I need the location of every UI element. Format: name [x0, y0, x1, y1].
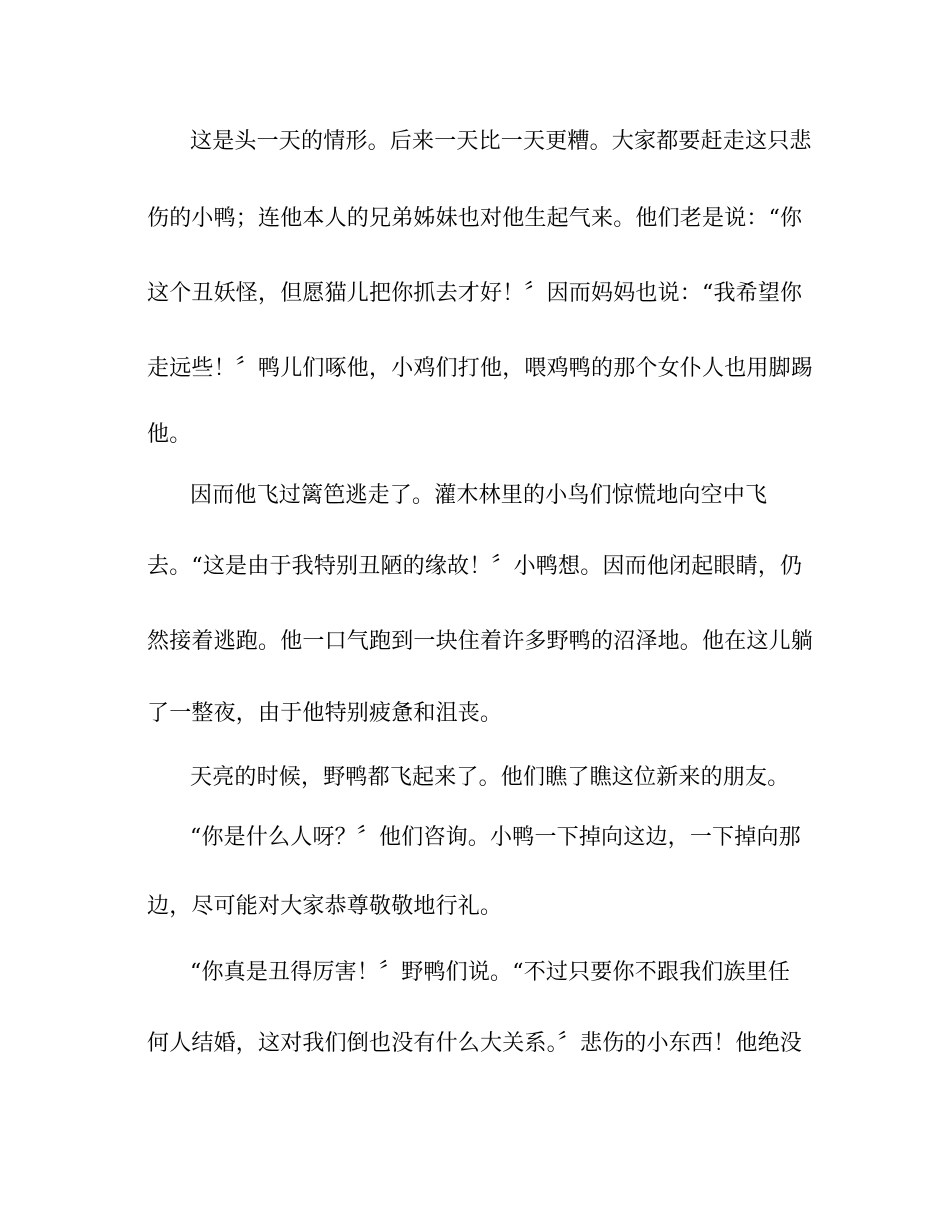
paragraph-line: 边，尽可能对大家恭尊敬敬地行礼。: [147, 894, 503, 919]
paragraph-line: 这个丑妖怪，但愿猫儿把你抓去才好！〞因而妈妈也说：“我希望你: [147, 281, 803, 306]
paragraph-line: 伤的小鸭；连他本人的兄弟姊妹也对他生起气来。他们老是说：“你: [147, 206, 803, 231]
paragraph-line: 然接着逃跑。他一口气跑到一块住着许多野鸭的沼泽地。他在这儿躺: [147, 629, 814, 654]
paragraph-line: 因而他飞过篱笆逃走了。灌木林里的小鸟们惊慌地向空中飞: [190, 483, 768, 508]
paragraph-line: 何人结婚，这对我们倒也没有什么大关系。〞悲伤的小东西！他绝没: [147, 1031, 803, 1056]
paragraph-line: 了一整夜，由于他特别疲惫和沮丧。: [147, 701, 503, 726]
paragraph-line: 去。“这是由于我特别丑陋的缘故！〞小鸭想。因而他闭起眼睛，仍: [147, 554, 803, 579]
paragraph-line: 他。: [147, 422, 192, 447]
paragraph-line: “你真是丑得厉害！〞野鸭们说。“不过只要你不跟我们族里任: [190, 960, 791, 985]
paragraph-line: “你是什么人呀？〞他们咨询。小鸭一下掉向这边，一下掉向那: [190, 825, 801, 850]
paragraph-line: 走远些！〞鸭儿们啄他，小鸡们打他，喂鸡鸭的那个女仆人也用脚踢: [147, 356, 814, 381]
paragraph-line: 这是头一天的情形。后来一天比一天更糟。大家都要赶走这只悲: [190, 129, 812, 154]
paragraph-line: 天亮的时候，野鸭都飞起来了。他们瞧了瞧这位新来的朋友。: [190, 765, 790, 790]
